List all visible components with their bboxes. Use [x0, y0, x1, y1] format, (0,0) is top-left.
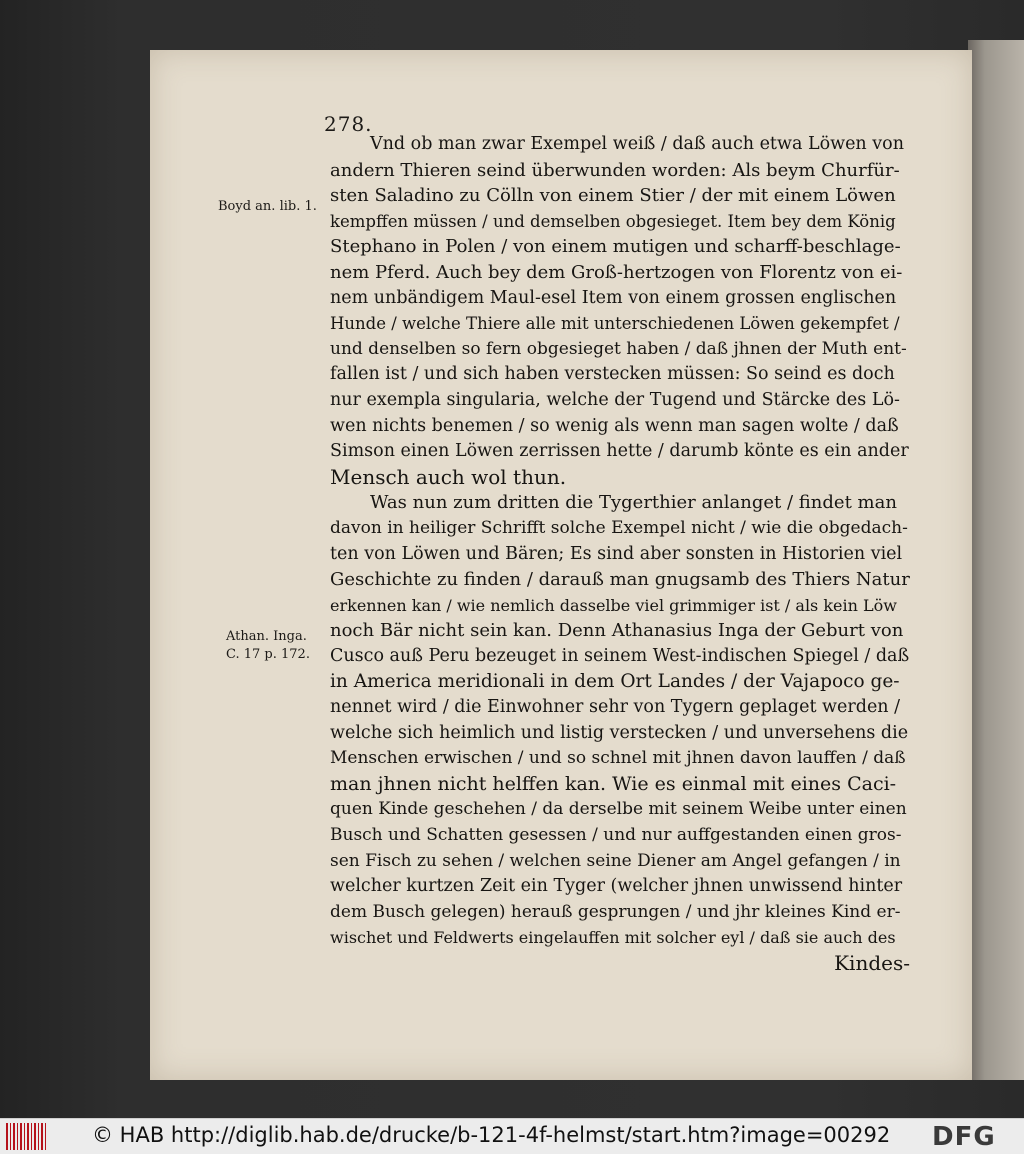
text-line: Cusco auß Peru bezeuget in seinem West-indischen Spiegel / daß [330, 645, 910, 666]
text-line: kempffen müssen / und demselben obgesieget. Item bey dem König [330, 211, 896, 231]
text-line: Menschen erwischen / und so schnel mit jhnen davon lauffen / daß [330, 748, 906, 769]
text-line: Geschichte zu finden / darauß man gnugsamb des Thiers Natur [330, 569, 910, 591]
copyright-link[interactable]: © HAB http://diglib.hab.de/drucke/b-121-4f-helmst/start.htm?image=00292 [92, 1123, 891, 1147]
text-line: nur exempla singularia, welche der Tugend und Stärcke des Lö- [330, 389, 900, 410]
text-line: nem Pferd. Auch bey dem Groß-hertzogen von Florentz von ei- [330, 261, 903, 283]
text-line: sen Fisch zu sehen / welchen seine Diener am Angel gefangen / in [330, 850, 901, 871]
text-line: dem Busch gelegen) herauß gesprungen / und jhr kleines Kind er- [330, 901, 901, 922]
hab-barcode-icon [6, 1123, 46, 1150]
text-line: Mensch auch wol thun. [330, 464, 567, 489]
text-line: davon in heiliger Schrifft solche Exempel nicht / wie die obgedach- [330, 517, 908, 538]
text-line: Stephano in Polen / von einem mutigen und scharff-beschlage- [330, 236, 901, 258]
text-line: nem unbändigem Maul-esel Item von einem grossen englischen [330, 287, 897, 308]
text-line: nennet wird / die Einwohner sehr von Tygern geplaget werden / [330, 697, 901, 718]
text-line: fallen ist / und sich haben verstecken müssen: So seind es doch [330, 364, 895, 385]
text-line: Vnd ob man zwar Exempel weiß / daß auch etwa Löwen von [370, 134, 904, 154]
text-line: man jhnen nicht helffen kan. Wie es einmal mit eines Caci- [330, 772, 897, 795]
margin-note: Athan. Inga. C. 17 p. 172. [226, 629, 310, 662]
viewer-footer [0, 1118, 1024, 1154]
text-line: andern Thieren seind überwunden worden: Als beym Churfür- [330, 159, 900, 181]
text-line: quen Kinde geschehen / da derselbe mit seinem Weibe unter einen [330, 799, 907, 820]
text-line: wen nichts benemen / so wenig als wenn man sagen wolte / daß [330, 415, 899, 436]
text-line: noch Bär nicht sein kan. Denn Athanasius Inga der Geburt von [330, 620, 904, 642]
text-line: Simson einen Löwen zerrissen hette / darumb könte es ein ander [330, 441, 909, 462]
adjacent-page-edge [968, 40, 1024, 1080]
margin-note: Boyd an. lib. 1. [218, 199, 317, 214]
catchword: Kindes- [834, 951, 910, 975]
dfg-logo: DFG [932, 1122, 996, 1152]
page-number: 278. [324, 112, 373, 136]
text-line: Hunde / welche Thiere alle mit unterschiedenen Löwen gekempfet / [330, 314, 900, 334]
text-line: welcher kurtzen Zeit ein Tyger (welcher jhnen unwissend hinter [330, 876, 903, 897]
text-line: erkennen kan / wie nemlich dasselbe viel grimmiger ist / als kein Löw [330, 595, 897, 615]
text-line: welche sich heimlich und listig verstecken / und unversehens die [330, 722, 909, 743]
text-line: ten von Löwen und Bären; Es sind aber sonsten in Historien viel [330, 543, 903, 564]
text-line: sten Saladino zu Cölln von einem Stier / der mit einem Löwen [330, 185, 896, 207]
text-line: Busch und Schatten gesessen / und nur auffgestanden einen gros- [330, 825, 902, 846]
text-line: Was nun zum dritten die Tygerthier anlanget / findet man [370, 492, 897, 514]
text-line: in America meridionali in dem Ort Landes / der Vajapoco ge- [330, 671, 900, 693]
page-body-text [330, 132, 910, 977]
text-line: und denselben so fern obgesieget haben / daß jhnen der Muth ent- [330, 338, 907, 359]
text-line: wischet und Feldwerts eingelauffen mit solcher eyl / daß sie auch des [330, 928, 896, 948]
